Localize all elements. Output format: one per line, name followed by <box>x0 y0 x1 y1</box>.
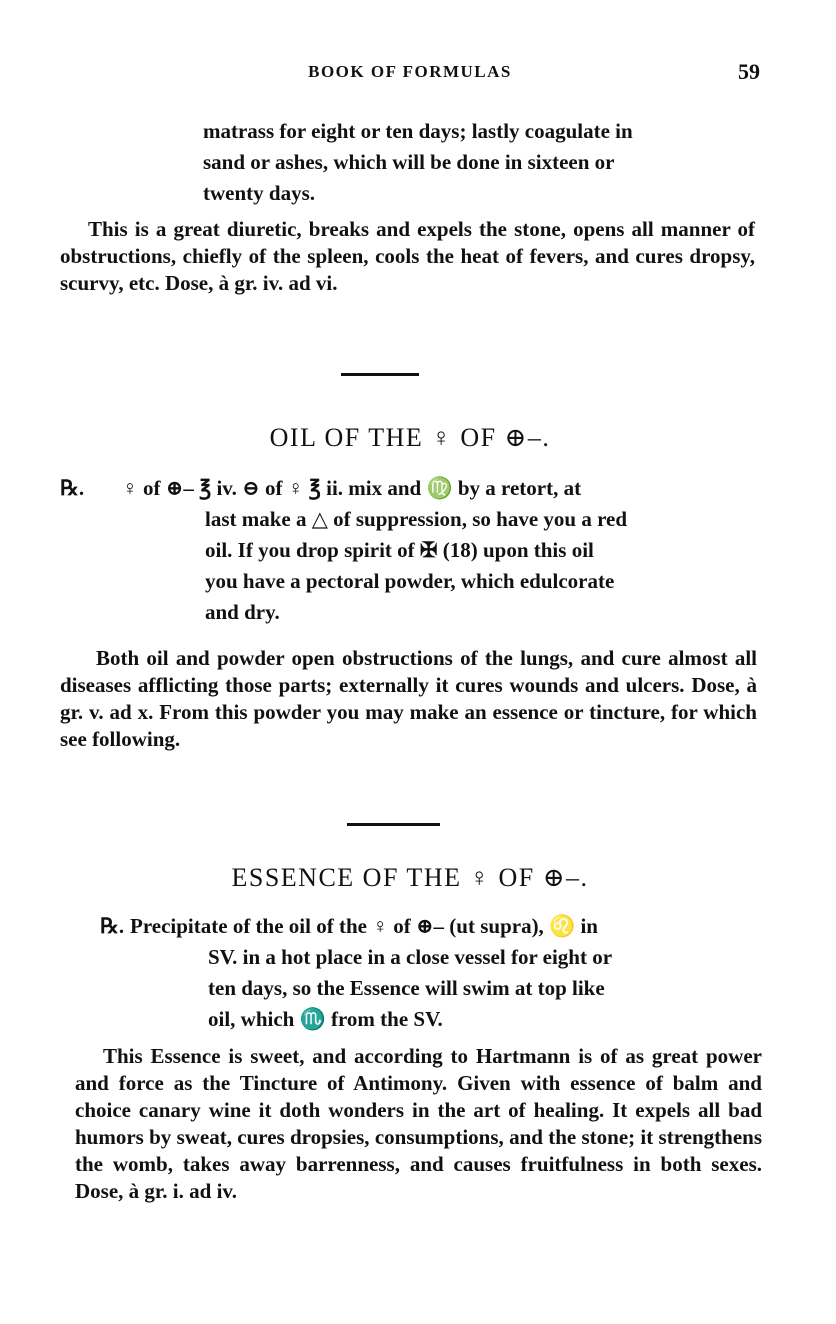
continued-recipe <box>203 116 755 209</box>
recipe-line: you have a pectoral powder, which edulcorate <box>205 569 615 593</box>
recipe-line: sand or ashes, which will be done in sixteen or <box>203 150 615 174</box>
recipe-mark: ℞. <box>100 914 125 938</box>
recipe-first-line <box>60 473 758 504</box>
oil-paragraph <box>60 645 757 753</box>
essence-recipe <box>100 911 762 942</box>
recipe-first-line <box>100 911 762 942</box>
section-divider <box>341 373 419 376</box>
continued-paragraph <box>60 216 755 297</box>
recipe-line: twenty days. <box>203 181 316 205</box>
recipe-line: matrass for eight or ten days; lastly coagulate in <box>203 119 633 143</box>
recipe-line: ten days, so the Essence will swim at top like <box>208 976 605 1000</box>
recipe-line: ♀ of ⊕– ℥ iv. ⊖ of ♀ ℥ ii. mix and ♍ by a retort, at <box>122 476 582 500</box>
recipe-line: last make a △ of suppression, so have you a red <box>205 507 628 531</box>
page-number: 59 <box>738 59 760 84</box>
recipe-line: Precipitate of the oil of the ♀ of ⊕– (ut supra), ♌ in <box>130 914 598 938</box>
oil-recipe-continued <box>205 504 758 628</box>
section-heading-oil: OIL OF THE ♀ OF ⊕–. <box>269 423 551 452</box>
recipe-line: and dry. <box>205 600 280 624</box>
recipe-line: SV. in a hot place in a close vessel for eight or <box>208 945 613 969</box>
recipe-line: oil. If you drop spirit of ✠ (18) upon this oil <box>205 538 594 562</box>
recipe-mark: ℞. <box>60 476 85 500</box>
running-head <box>60 59 760 86</box>
section-heading-essence: ESSENCE OF THE ♀ OF ⊕–. <box>231 863 589 892</box>
paragraph-text: Both oil and powder open obstructions of the lungs, and cure almost all diseases afflicting those parts; externally it cures wounds and ulcers. Dose, à gr. v. ad x. From this powder you may make an essence or tincture, for which see following. <box>60 646 757 751</box>
paragraph-text: This is a great diuretic, breaks and expels the stone, opens all manner of obstructions, chiefly of the spleen, cools the heat of fevers, and cures dropsy, scurvy, etc. Dose, à gr. iv. ad vi. <box>60 217 755 295</box>
recipe-line: oil, which ♏ from the SV. <box>208 1007 443 1031</box>
section-divider <box>347 823 440 826</box>
essence-paragraph <box>75 1043 762 1205</box>
essence-recipe-continued <box>208 942 762 1035</box>
oil-recipe <box>60 473 758 504</box>
running-title: BOOK OF FORMULAS <box>308 62 512 81</box>
paragraph-text: This Essence is sweet, and according to Hartmann is of as great power and force as the Tincture of Antimony. Given with essence of balm and choice canary wine it doth wonders in the art of healing. It expels all bad humors by sweat, cures dropsies, consumptions, and the stone; it strengthens the womb, takes away barrenness, and causes fruitfulness in both sexes. Dose, à gr. i. ad iv. <box>75 1044 762 1203</box>
